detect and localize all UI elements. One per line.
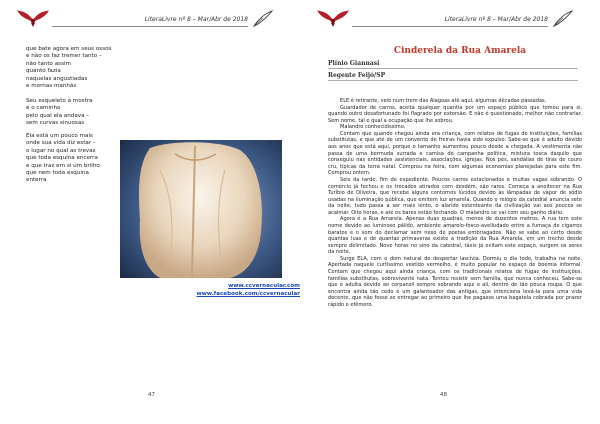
- article-paragraph: Seis da tarde, fim de expediente. Poucos carros estacionados e muitas vagas sobrando. O comércio já fechou e os trocados atirados com desdém, são raros. Começa a anoitecer na Rua Turíbio de Oliveira, que recebe alguns contornos lúcidos devido às lâmpadas de vapor de sódio usadas na iluminação pública, que emitem luz amarela. Quando o relógio da catedral anuncia sete da noite, tudo passa a ser mais lento, o alarido estonteante da civilização vai aos poucos se acalmar. Oito horas, e até os bares estão fechando. O malandro se vai com seu ganho diário.: [328, 176, 582, 216]
- article-paragraph: Malandro conhecidíssimo.: [340, 124, 406, 131]
- quill-pen-icon: [552, 10, 574, 28]
- website-links: [100, 282, 300, 298]
- poem-line: que toda esquina encerra: [26, 155, 98, 162]
- poem-stanza-3: [26, 133, 100, 185]
- poem-stanza-2: [26, 98, 93, 128]
- poem-line: que nem toda esquina: [26, 170, 89, 177]
- poem-line: é o caminho: [26, 105, 61, 112]
- winged-logo-icon: [316, 8, 350, 28]
- poem-line: naquelas angustiadas: [26, 75, 88, 82]
- poem-line: pelo qual ela andava –: [26, 112, 90, 119]
- poem-line: e mornas manhãs: [26, 83, 77, 90]
- poem-line: o lugar no qual as trevas: [26, 147, 96, 154]
- quill-pen-icon: [252, 10, 274, 28]
- header-rule: [352, 26, 548, 27]
- poem-line: enterra: [26, 177, 47, 184]
- poem-line: onde sua vida diz estar –: [26, 140, 96, 147]
- byline-rule: [328, 68, 578, 69]
- poem-line: Ela está um pouco mais: [26, 133, 93, 139]
- author-location: Regente Feijó/SP: [328, 72, 386, 79]
- facebook-link[interactable]: www.facebook.com/ccvernacular: [196, 291, 300, 297]
- poem-line: que bate agora em seus ossos: [26, 46, 112, 52]
- header-rule: [52, 26, 248, 27]
- poem-line: e que traz em si um brilho: [26, 162, 100, 169]
- article-body: [328, 98, 582, 309]
- page-header: [300, 8, 600, 32]
- poem-line: e não os faz tremer tanto –: [26, 53, 102, 60]
- author-name: Plínio Giannasi: [328, 60, 380, 67]
- article-title: Cinderela da Rua Amarela: [393, 46, 527, 56]
- article-paragraph: Agora é a Rua Amarela. Apenas duas quadras, menos de duzentos metros. A rua tem este nome devido ao luminoso pálido, ambiente amarelo-fosco-avelludado entre a fumaça de cigarros baratos e o som do declamar sem nexo de poetas embriagados. Não se sabe ao certo desde quantas luas e de quantas primaveras existe a tradição da Rua Amarela, em um trecho desde sempre delimitado. Nove horas no sino da catedral, táxis já evitam este espaço, surgem os seres da noite.: [328, 216, 582, 256]
- poem-line: quanto fazia: [26, 68, 61, 75]
- winged-logo-icon: [16, 8, 50, 28]
- article-paragraph: Contam que quando chegou ainda era criança, com relatos de fugas de instituições, famílias substitutas, e que até de um convento de freiras havia sido expulso. Sabe-se que é adulto devido aos anos que está aqui, porque o tamanho aumentou pouco desde a chegada. A vestimenta não passa de uma bermuda surrada e camisa de campanha política, mistura tosca daquilo que conseguiu nas entidades assistenciais, associações, igrejas. Nos pés, sandálias de tiras de couro cru, típicas da terra natal. Comprou na feira, com algumas economias planejadas para este fim. Comprou ontem.: [328, 130, 582, 177]
- poem-line: Seu esqueleto à mostra: [26, 98, 93, 104]
- poem-line: não tanto assim: [26, 60, 71, 67]
- poem-line: sem curvas sinuosas: [26, 120, 85, 127]
- right-page: [300, 0, 600, 424]
- poem-stanza-1: [26, 46, 111, 90]
- page-header: [0, 8, 300, 32]
- article-paragraph: ELE é retirante, veio num trem das Alagoas até aqui, algumas décadas passadas.: [340, 98, 547, 104]
- article-paragraph: Guardador de carros, aceita qualquer quantia por um espaço público que tomou para si, quando outro desafortunado foi flagrado por extorsão. E não é questionado, melhor não contrariar. Sem nome, tal e qual a ocupação que lhe sobrou.: [328, 104, 582, 124]
- page-number: 47: [148, 392, 155, 398]
- byline-rule: [328, 80, 578, 81]
- page-number: 48: [440, 392, 447, 398]
- magazine-issue-title: LiteraLivre nº 8 – Mar/Abr de 2018: [144, 16, 248, 23]
- article-paragraph: Surge ELA, com o dom natural de despertar lascívia. Dormiu o dia todo, trabalha na noite. Apertada naquele curtíssimo vestido vermelho, é muito popular no espaço de boemia informal. Contam que chegou aqui ainda criança, com os tradicionais relatos de fugas de instituições, famílias substitutas, sobrevivente nata. Tentou resistir sem família, que nunca conheceu. Sabe-se que é adulta devido ao corpanzil sempre sobrando aqui e ali, dentro de tão pouca roupa. O que encontra ainda tão cedo é um galanteador das antigas, que intenciona levá-la para uma vida decente, que não fosse se entregar ao primeiro que lhe pagasse uma bagatela cobrada por prazer rápido e efêmero.: [328, 255, 582, 308]
- magazine-issue-title: LiteraLivre nº 8 – Mar/Abr de 2018: [444, 16, 548, 23]
- website-link[interactable]: www.ccvernacular.com: [228, 283, 300, 289]
